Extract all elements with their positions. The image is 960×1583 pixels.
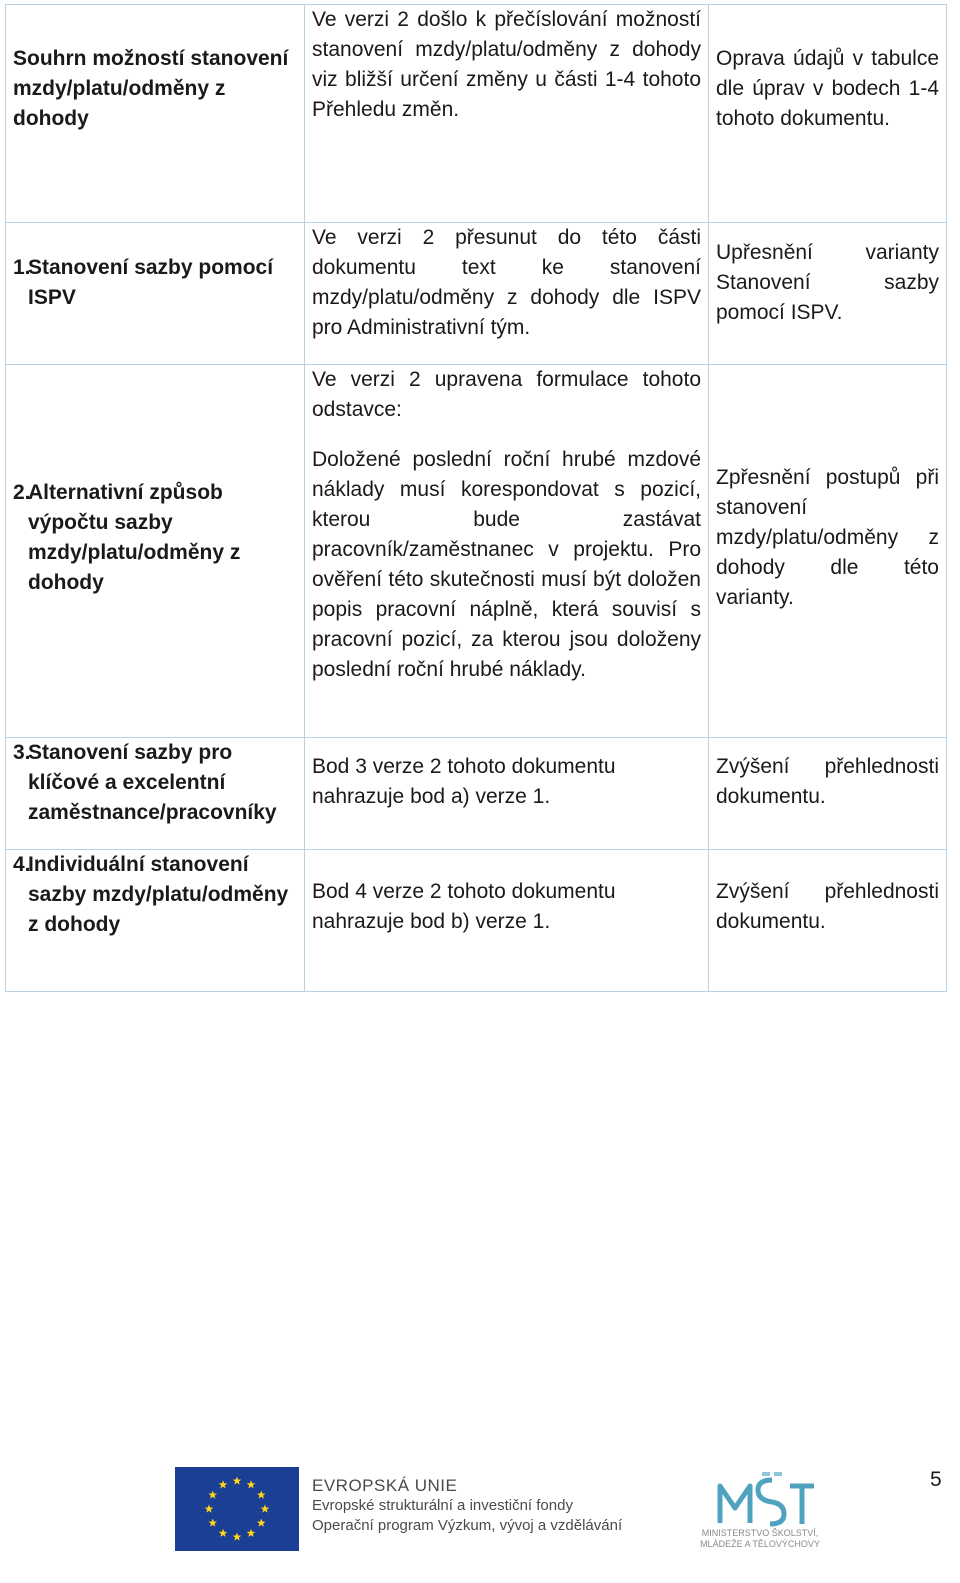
reason-cell	[709, 850, 947, 992]
section-title: Stanovení sazby pomocí ISPV	[28, 256, 274, 309]
change-description-cell	[305, 850, 709, 992]
change-description-cell	[305, 738, 709, 850]
change-description: Ve verzi 2 přesunut do této části dokumentu text ke stanovení mzdy/platu/odměny z dohody dle ISPV pro Administrativní tým.	[312, 226, 701, 339]
table-row	[6, 223, 947, 365]
reason-cell	[709, 365, 947, 738]
msmt-line1: MINISTERSTVO ŠKOLSTVÍ,	[701, 1528, 819, 1538]
section-title: Alternativní způsob výpočtu sazby mzdy/platu/odměny z dohody	[28, 481, 241, 594]
section-title: Individuální stanovení sazby mzdy/platu/odměny z dohody	[28, 853, 289, 936]
eu-program-line: Operační program Výzkum, vývoj a vzdělávání	[312, 1517, 623, 1534]
table-row	[6, 850, 947, 992]
reason-text: Zpřesnění postupů při stanovení mzdy/platu/odměny z dohody dle této varianty.	[716, 466, 939, 609]
change-description: Ve verzi 2 došlo k přečíslování možností stanovení mzdy/platu/odměny z dohody viz bližší určení změny u části 1-4 tohoto Přehledu změn.	[312, 8, 701, 121]
page-footer	[0, 1460, 960, 1570]
eu-funds-line: Evropské strukturální a investiční fondy	[312, 1497, 573, 1514]
section-cell	[6, 738, 305, 850]
msmt-logo-text	[680, 1528, 840, 1550]
change-description-cell	[305, 5, 709, 223]
section-cell	[6, 5, 305, 223]
reason-text: Oprava údajů v tabulce dle úprav v bodech 1-4 tohoto dokumentu.	[716, 47, 939, 130]
reason-cell	[709, 223, 947, 365]
section-cell	[6, 223, 305, 365]
eu-title: EVROPSKÁ UNIE	[312, 1476, 458, 1495]
table-row	[6, 5, 947, 223]
change-description: Bod 4 verze 2 tohoto dokumentu nahrazuje bod b) verze 1.	[312, 880, 616, 933]
section-number: 3.	[13, 741, 31, 764]
change-description: Bod 3 verze 2 tohoto dokumentu nahrazuje bod a) verze 1.	[312, 755, 616, 808]
quoted-paragraph: Doložené poslední roční hrubé mzdové náklady musí korespondovat s pozicí, kterou bude zastávat pracovník/zaměstnanec v projektu. Pro ověření této skutečnosti musí být doložen popis pracovní náplně, která souvisí s pracovní pozicí, za kterou jsou doloženy poslední roční hrubé náklady.	[312, 448, 701, 681]
change-description-cell	[305, 365, 709, 738]
section-cell	[6, 365, 305, 738]
change-description-cell	[305, 223, 709, 365]
section-number: 2.	[13, 481, 31, 504]
page-number: 5	[930, 1468, 942, 1491]
changes-table	[5, 4, 947, 992]
change-description: Ve verzi 2 upravena formulace tohoto odstavce:	[312, 368, 701, 421]
table-row	[6, 738, 947, 850]
section-number: 1.	[13, 256, 31, 279]
section-title: Stanovení sazby pro klíčové a excelentní zaměstnance/pracovníky	[28, 741, 277, 824]
section-number: 4.	[13, 853, 31, 876]
eu-logo-text	[312, 1476, 622, 1536]
section-cell	[6, 850, 305, 992]
msmt-line2: MLÁDEŽE A TĚLOVÝCHOVY	[700, 1539, 820, 1549]
eu-flag-icon	[175, 1467, 299, 1551]
reason-text: Zvýšení přehlednosti dokumentu.	[716, 755, 939, 808]
table-row	[6, 365, 947, 738]
reason-text: Upřesnění varianty Stanovení sazby pomocí ISPV.	[716, 241, 939, 324]
reason-text: Zvýšení přehlednosti dokumentu.	[716, 880, 939, 933]
reason-cell	[709, 738, 947, 850]
reason-cell	[709, 5, 947, 223]
section-title: Souhrn možností stanovení mzdy/platu/odměny z dohody	[13, 47, 289, 130]
